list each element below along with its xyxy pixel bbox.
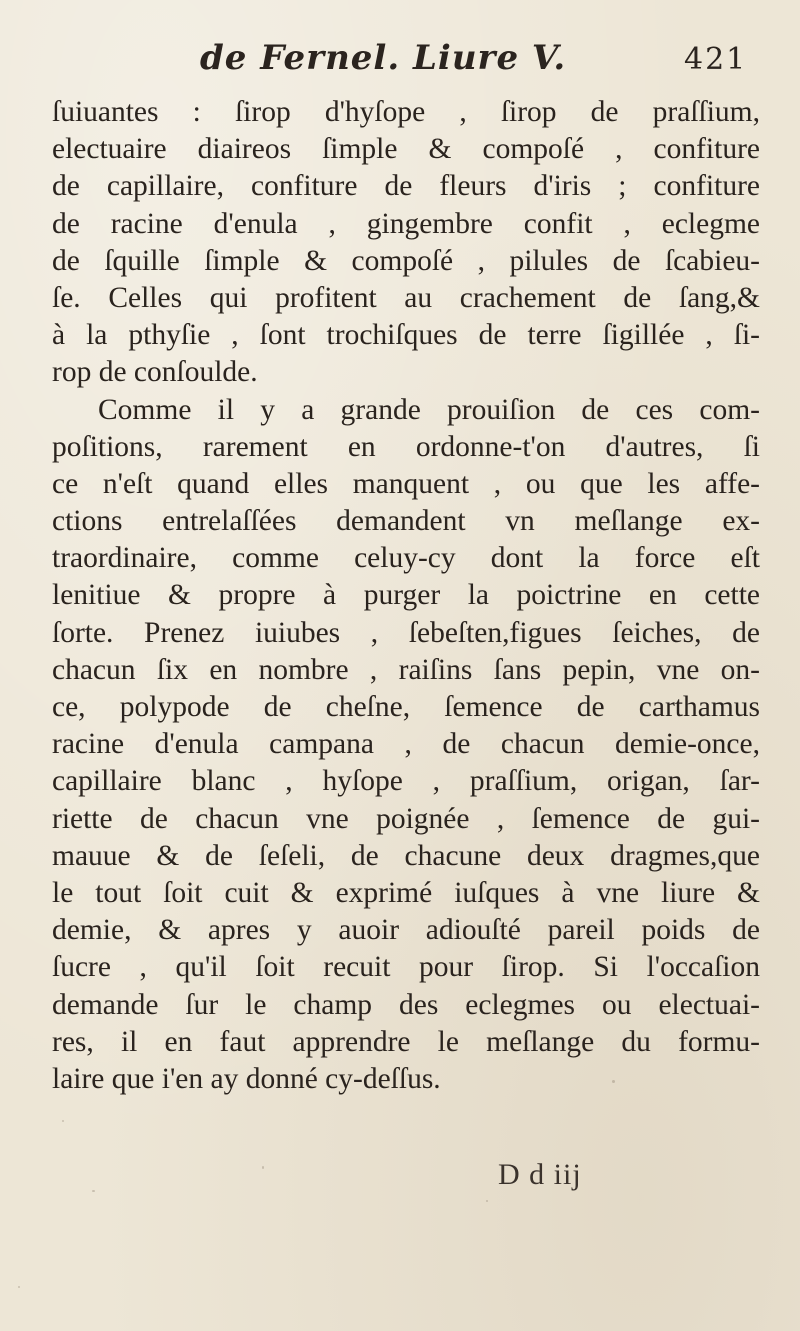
page-number: 421: [684, 42, 748, 77]
signature-mark: D d iij: [498, 1158, 582, 1191]
text-line: res, il en faut apprendre le meſlange du formu-: [52, 1025, 760, 1058]
text-line: de ſquille ſimple & compoſé , pilules de ſcabieu-: [52, 244, 760, 277]
text-line: demande ſur le champ des eclegmes ou electuai-: [52, 988, 760, 1021]
text-line: de capillaire, confiture de fleurs d'iris ; confiture: [52, 170, 760, 203]
running-title: de Fernel. Liure V.: [200, 38, 567, 78]
text-line: traordinaire, comme celuy-cy dont la force eſt: [52, 542, 760, 575]
paragraph-start-line: Comme il y a grande prouiſion de ces com-: [98, 393, 760, 426]
text-line: ce n'eſt quand elles manquent , ou que les affe-: [52, 467, 760, 500]
text-line: electuaire diaireos ſimple & compoſé , confiture: [52, 133, 760, 166]
text-line: ſe. Celles qui profitent au crachement de ſang,&: [52, 281, 760, 314]
text-line: demie, & apres y auoir adiouſté pareil poids de: [52, 914, 760, 947]
text-line: mauue & de ſeſeli, de chacune deux dragmes,que: [52, 839, 760, 872]
text-line: ſorte. Prenez iuiubes , ſebeſten,figues ſeiches, de: [52, 616, 760, 649]
text-line: capillaire blanc , hyſope , praſſium, origan, ſar-: [52, 765, 760, 798]
text-line: de racine d'enula , gingembre confit , eclegme: [52, 207, 760, 240]
text-line: chacun ſix en nombre , raiſins ſans pepin, vne on-: [52, 653, 760, 686]
text-line: le tout ſoit cuit & exprimé iuſques à vne liure &: [52, 876, 760, 909]
text-line: ce, polypode de cheſne, ſemence de carthamus: [52, 691, 760, 723]
text-line: laire que i'en ay donné cy-deſſus.: [52, 1062, 441, 1095]
text-line: lenitiue & propre à purger la poictrine en cette: [52, 579, 760, 612]
page-header: [0, 38, 800, 88]
text-line: ctions entrelaſſées demandent vn meſlange ex-: [52, 505, 760, 538]
text-line: à la pthyſie , ſont trochiſques de terre ſigillée , ſi-: [52, 319, 760, 352]
text-line: rop de conſoulde.: [52, 356, 258, 389]
text-line: ſucre , qu'il ſoit recuit pour ſirop. Si l'occaſion: [52, 951, 760, 984]
text-line: racine d'enula campana , de chacun demie-once,: [52, 728, 760, 761]
text-line: riette de chacun vne poignée , ſemence de gui-: [52, 802, 760, 835]
text-line: ſuiuantes : ſirop d'hyſope , ſirop de praſſium,: [52, 96, 760, 128]
text-line: poſitions, rarement en ordonne-t'on d'autres, ſi: [52, 430, 760, 463]
body-text: [52, 94, 760, 1098]
